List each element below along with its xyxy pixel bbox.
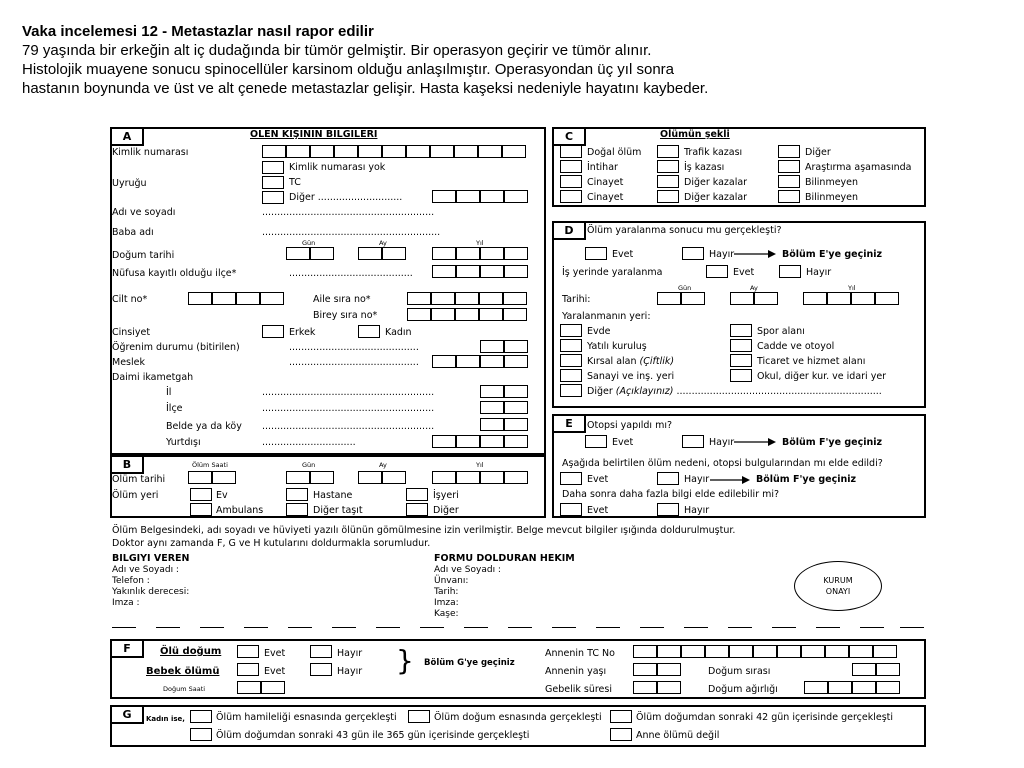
bilinmeyen-checkbox-2[interactable] [778,190,800,203]
yatili-label: Yatılı kuruluş [587,341,647,352]
olu-dogum-evet-label: Evet [264,648,286,659]
g-hamilelik-checkbox[interactable] [190,710,212,723]
d-ay-caption: Ay [750,284,758,292]
sanayi-label: Sanayi ve inş. yeri [587,371,675,382]
hekim-tarih: Tarih: [434,587,459,597]
olum-ay-caption: Ay [379,461,387,469]
g-dogum-esnasinda-checkbox[interactable] [408,710,430,723]
arrow-right-icon [734,437,776,447]
footer-note-1: Ölüm Belgesindeki, adı soyadı ve hüviyeti yazılı ölünün gömülmesine izin verilmiştir. Belge mevcut bilgiler ışığında doldurulmuştur. [112,525,736,536]
otopsi-evet-checkbox[interactable] [585,435,607,448]
aciklayiniz-text: (Açıklayınız) [615,386,674,397]
case-header [22,22,1012,98]
f-goto-label: Bölüm G'ye geçiniz [424,658,515,668]
yurtdisi-field[interactable]: ............................... [262,437,356,448]
ticaret-checkbox[interactable] [730,354,752,367]
section-a-label: A [112,129,144,146]
ticaret-label: Ticaret ve hizmet alanı [757,356,866,367]
yaralanma-yeri-label: Yaralanmanın yeri: [562,311,651,322]
birey-sira-label: Birey sıra no* [313,310,378,321]
olu-dogum-hayir-checkbox[interactable] [310,645,332,658]
g-42-gun-label: Ölüm doğumdan sonraki 42 gün içerisinde gerçekleşti [636,712,894,723]
veren-imza: Imza : [112,598,140,608]
uyrugu-label: Uyruğu [112,178,147,189]
bebek-olumu-label: Bebek ölümü [146,666,220,677]
baba-adi-label: Baba adı [112,227,154,238]
d-hayir-label: Hayır [709,249,735,260]
section-c-title: Ölümün şekli [660,129,730,140]
ambulans-label: Ambulans [216,505,264,516]
arastirma-label: Araştırma aşamasında [805,162,912,173]
ilce-field[interactable]: ......................................................... [262,403,435,414]
dogal-olum-checkbox[interactable] [560,145,582,158]
e-q3: Daha sonra daha fazla bilgi elde edilebilir mi? [562,489,780,500]
aile-sira-label: Aile sıra no* [313,294,371,305]
ilce-label: İlçe [166,403,183,414]
kadin-ise-label: Kadın ise, [146,715,185,723]
isyeri-checkbox[interactable] [406,488,428,501]
olum-yeri-label: Ölüm yeri [112,490,159,501]
trafik-kazasi-checkbox[interactable] [657,145,679,158]
il-label: İl [166,387,172,398]
section-d-label: D [554,223,586,240]
kadin-label: Kadın [385,327,412,338]
bilinmeyen-label-1: Bilinmeyen [805,177,859,188]
e3-evet-label: Evet [587,505,609,516]
diger-kazalar-label-2: Diğer kazalar [684,192,748,203]
baba-adi-field[interactable]: ........................................................... [262,227,441,238]
brace-glyph: } [396,644,414,677]
kimlik-yok-checkbox[interactable] [262,161,284,174]
ogrenim-field[interactable]: ........................................... [289,342,419,353]
formu-dolduran-title: FORMU DOLDURAN HEKIM [434,553,575,564]
cadde-checkbox[interactable] [730,339,752,352]
kimlik-yok-label: Kimlik numarası yok [289,162,386,173]
dogum-saati-caption: Doğum Saati [163,685,206,693]
g-dogum-esnasinda-label: Ölüm doğum esnasında gerçekleşti [434,712,602,723]
e2-goto-label: Bölüm F'ye geçiniz [756,474,857,485]
cinsiyet-label: Cinsiyet [112,327,151,338]
e2-hayir-label: Hayır [684,474,710,485]
diger-sekil-checkbox[interactable] [778,145,800,158]
il-field[interactable]: ......................................................... [262,387,435,398]
bilinmeyen-label-2: Bilinmeyen [805,192,859,203]
dogum-ay-caption: Ay [379,239,387,247]
hekim-imza: Imza: [434,598,459,608]
g-anne-olumu-degil-label: Anne ölümü değil [636,730,720,741]
belde-label: Belde ya da köy [166,421,242,432]
spor-alani-checkbox[interactable] [730,324,752,337]
ogrenim-label: Öğrenim durumu (bitirilen) [112,342,240,353]
ev-checkbox[interactable] [190,488,212,501]
belde-field[interactable]: ......................................................... [262,421,435,432]
isyerinde-hayir-checkbox[interactable] [779,265,801,278]
ciftlik-text: (Çiftlik) [639,356,675,367]
bilinmeyen-checkbox-1[interactable] [778,175,800,188]
section-c-label: C [554,129,586,146]
d-evet-checkbox[interactable] [585,247,607,260]
isyerinde-label: İş yerinde yaralanma [562,267,663,278]
cinayet-label-1: Cinayet [587,177,624,188]
ev-label: Ev [216,490,228,501]
annenin-yasi-label: Annenin yaşı [545,666,607,677]
diger-tasit-checkbox[interactable] [286,503,308,516]
dogum-agirligi-label: Doğum ağırlığı [708,684,778,695]
d-tarihi-label: Tarihi: [562,294,591,305]
diger-uyruk-label: Diğer ............................ [289,192,403,203]
otopsi-question: Otopsi yapıldı mı? [587,420,673,431]
isyerinde-evet-checkbox[interactable] [706,265,728,278]
footer-note-2: Doktor aynı zamanda F, G ve H kutularını doldurmakla sorumludur. [112,538,431,549]
adi-soyadi-field[interactable]: ......................................................... [262,207,435,218]
e3-evet-checkbox[interactable] [560,503,582,516]
e3-hayir-checkbox[interactable] [657,503,679,516]
dogum-yil-caption: Yıl [476,239,484,247]
case-line-1: 79 yaşında bir erkeğin alt iç dudağında bir tümör gelmiştir. Bir operasyon geçirir ve tümör alınır. [22,42,652,59]
case-line-3: hastanın boynunda ve üst ve alt çenede metastazlar gelişir. Hasta kaşeksi nedeniyle hayatını kaybeder. [22,80,709,97]
yaralanma-question: Ölüm yaralanma sonucu mu gerçekleşti? [587,225,782,236]
arrow-right-icon [710,475,750,485]
veren-yakinlik: Yakınlık derecesi: [112,587,190,597]
g-365-gun-checkbox[interactable] [190,728,212,741]
diger-yer-checkbox[interactable] [406,503,428,516]
nufus-field[interactable]: ......................................... [289,268,413,279]
e3-hayir-label: Hayır [684,505,710,516]
hekim-unvan: Ünvanı: [434,576,469,586]
tc-label: TC [289,177,301,188]
d-diger-label [587,386,882,398]
erkek-checkbox[interactable] [262,325,284,338]
olum-saati-caption: Ölüm Saati [192,461,228,469]
e-q2: Aşağıda belirtilen ölüm nedeni, otopsi bulgularından mı elde edildi? [562,458,883,469]
kirsal-text: Kırsal alan [587,356,637,367]
olum-tarihi-label: Ölüm tarihi [112,474,166,485]
d-yil-caption: Yıl [848,284,856,292]
kurum-onayi-stamp [794,561,882,611]
g-42-gun-checkbox[interactable] [610,710,632,723]
dogum-sirasi-label: Doğum sırası [708,666,771,677]
yurtdisi-label: Yurtdışı [166,437,201,448]
isyerinde-evet-label: Evet [733,267,755,278]
section-a-title: ÖLEN KİŞİNİN BİLGİLERİ [250,129,378,140]
diger-kazalar-checkbox-1[interactable] [657,175,679,188]
bebek-olumu-hayir-checkbox[interactable] [310,663,332,676]
hekim-adi: Adı ve Soyadı : [434,565,501,575]
section-f-label: F [112,641,144,658]
olu-dogum-hayir-label: Hayır [337,648,363,659]
olu-dogum-evet-checkbox[interactable] [237,645,259,658]
trafik-kazasi-label: Trafik kazası [684,147,743,158]
kadin-checkbox[interactable] [358,325,380,338]
section-g-label: G [112,707,144,724]
olu-dogum-label: Ölü doğum [160,646,222,657]
bebek-olumu-evet-label: Evet [264,666,286,677]
evde-label: Evde [587,326,611,337]
d-hayir-checkbox[interactable] [682,247,704,260]
section-b-label: B [112,457,144,474]
meslek-label: Meslek [112,357,145,368]
e2-hayir-checkbox[interactable] [657,472,679,485]
d-goto-label: Bölüm E'ye geçiniz [782,249,883,260]
diger-sekil-label: Diğer [805,147,831,158]
ambulans-checkbox[interactable] [190,503,212,516]
kirsal-checkbox[interactable] [560,354,582,367]
veren-telefon: Telefon : [112,576,150,586]
diger-kazalar-label-1: Diğer kazalar [684,177,748,188]
g-anne-olumu-degil-checkbox[interactable] [610,728,632,741]
otopsi-evet-label: Evet [612,437,634,448]
g-365-gun-label: Ölüm doğumdan sonraki 43 gün ile 365 gün içerisinde gerçekleşti [216,730,530,741]
section-e-label: E [554,416,586,433]
bilgiyi-veren-title: BILGIYI VEREN [112,553,190,564]
arastirma-checkbox[interactable] [778,160,800,173]
spor-alani-label: Spor alanı [757,326,805,337]
hekim-kase: Kaşe: [434,609,459,619]
d-gun-caption: Gün [678,284,692,292]
cinayet-checkbox-2[interactable] [560,190,582,203]
intihar-checkbox[interactable] [560,160,582,173]
daimi-ikametgah-label: Daimi ikametgah [112,372,194,383]
case-title: Vaka incelemesi 12 - Metastazlar nasıl rapor edilir [22,23,374,40]
okul-checkbox[interactable] [730,369,752,382]
yatili-checkbox[interactable] [560,339,582,352]
d-diger-checkbox[interactable] [560,384,582,397]
intihar-label: İntihar [587,162,618,173]
bebek-olumu-evet-checkbox[interactable] [237,663,259,676]
isyeri-label: İşyeri [433,490,459,501]
diger-uyruk-checkbox[interactable] [262,191,284,204]
stamp-line-1: KURUM [823,576,853,585]
evde-checkbox[interactable] [560,324,582,337]
meslek-field[interactable]: ........................................... [289,357,419,368]
stamp-line-2: ONAYI [825,587,851,596]
otopsi-hayir-checkbox[interactable] [682,435,704,448]
olum-gun-caption: Gün [302,461,316,469]
e2-evet-label: Evet [587,474,609,485]
tc-checkbox[interactable] [262,176,284,189]
hastane-label: Hastane [313,490,353,501]
cinayet-checkbox-1[interactable] [560,175,582,188]
adi-soyadi-label: Adı ve soyadı [112,207,176,218]
cinayet-label-2: Cinayet [587,192,624,203]
dogal-olum-label: Doğal ölüm [587,147,642,158]
g-hamilelik-label: Ölüm hamileliği esnasında gerçekleşti [216,712,397,723]
kirsal-label [587,356,674,368]
diger-yer-label: Diğer [433,505,459,516]
dogum-gun-caption: Gün [302,239,316,247]
otopsi-hayir-label: Hayır [709,437,735,448]
annenin-tc-label: Annenin TC No [545,648,615,659]
d-diger-dots[interactable]: .................................................................... [676,386,882,397]
hastane-checkbox[interactable] [286,488,308,501]
nufus-label: Nüfusa kayıtlı olduğu ilçe* [112,268,237,279]
okul-label: Okul, diğer kur. ve idari yer [757,371,887,382]
gebelik-label: Gebelik süresi [545,684,612,695]
kimlik-label: Kimlik numarası [112,147,189,158]
sanayi-checkbox[interactable] [560,369,582,382]
cilt-no-label: Cilt no* [112,294,148,305]
d-diger-text: Diğer [587,386,613,397]
case-line-2: Histolojik muayene sonucu spinocellüler karsinom olduğu anlaşılmıştır. Operasyondan üç yıl sonra [22,61,674,78]
cadde-label: Cadde ve otoyol [757,341,835,352]
bebek-olumu-hayir-label: Hayır [337,666,363,677]
is-kazasi-label: İş kazası [684,162,725,173]
arrow-right-icon [734,249,776,259]
dogum-tarihi-label: Doğum tarihi [112,250,175,261]
e2-evet-checkbox[interactable] [560,472,582,485]
diger-kazalar-checkbox-2[interactable] [657,190,679,203]
is-kazasi-checkbox[interactable] [657,160,679,173]
diger-tasit-label: Diğer taşıt [313,505,363,516]
isyerinde-hayir-label: Hayır [806,267,832,278]
erkek-label: Erkek [289,327,316,338]
olum-yil-caption: Yıl [476,461,484,469]
e-goto-label: Bölüm F'ye geçiniz [782,437,883,448]
d-evet-label: Evet [612,249,634,260]
veren-adi: Adı ve Soyadı : [112,565,179,575]
